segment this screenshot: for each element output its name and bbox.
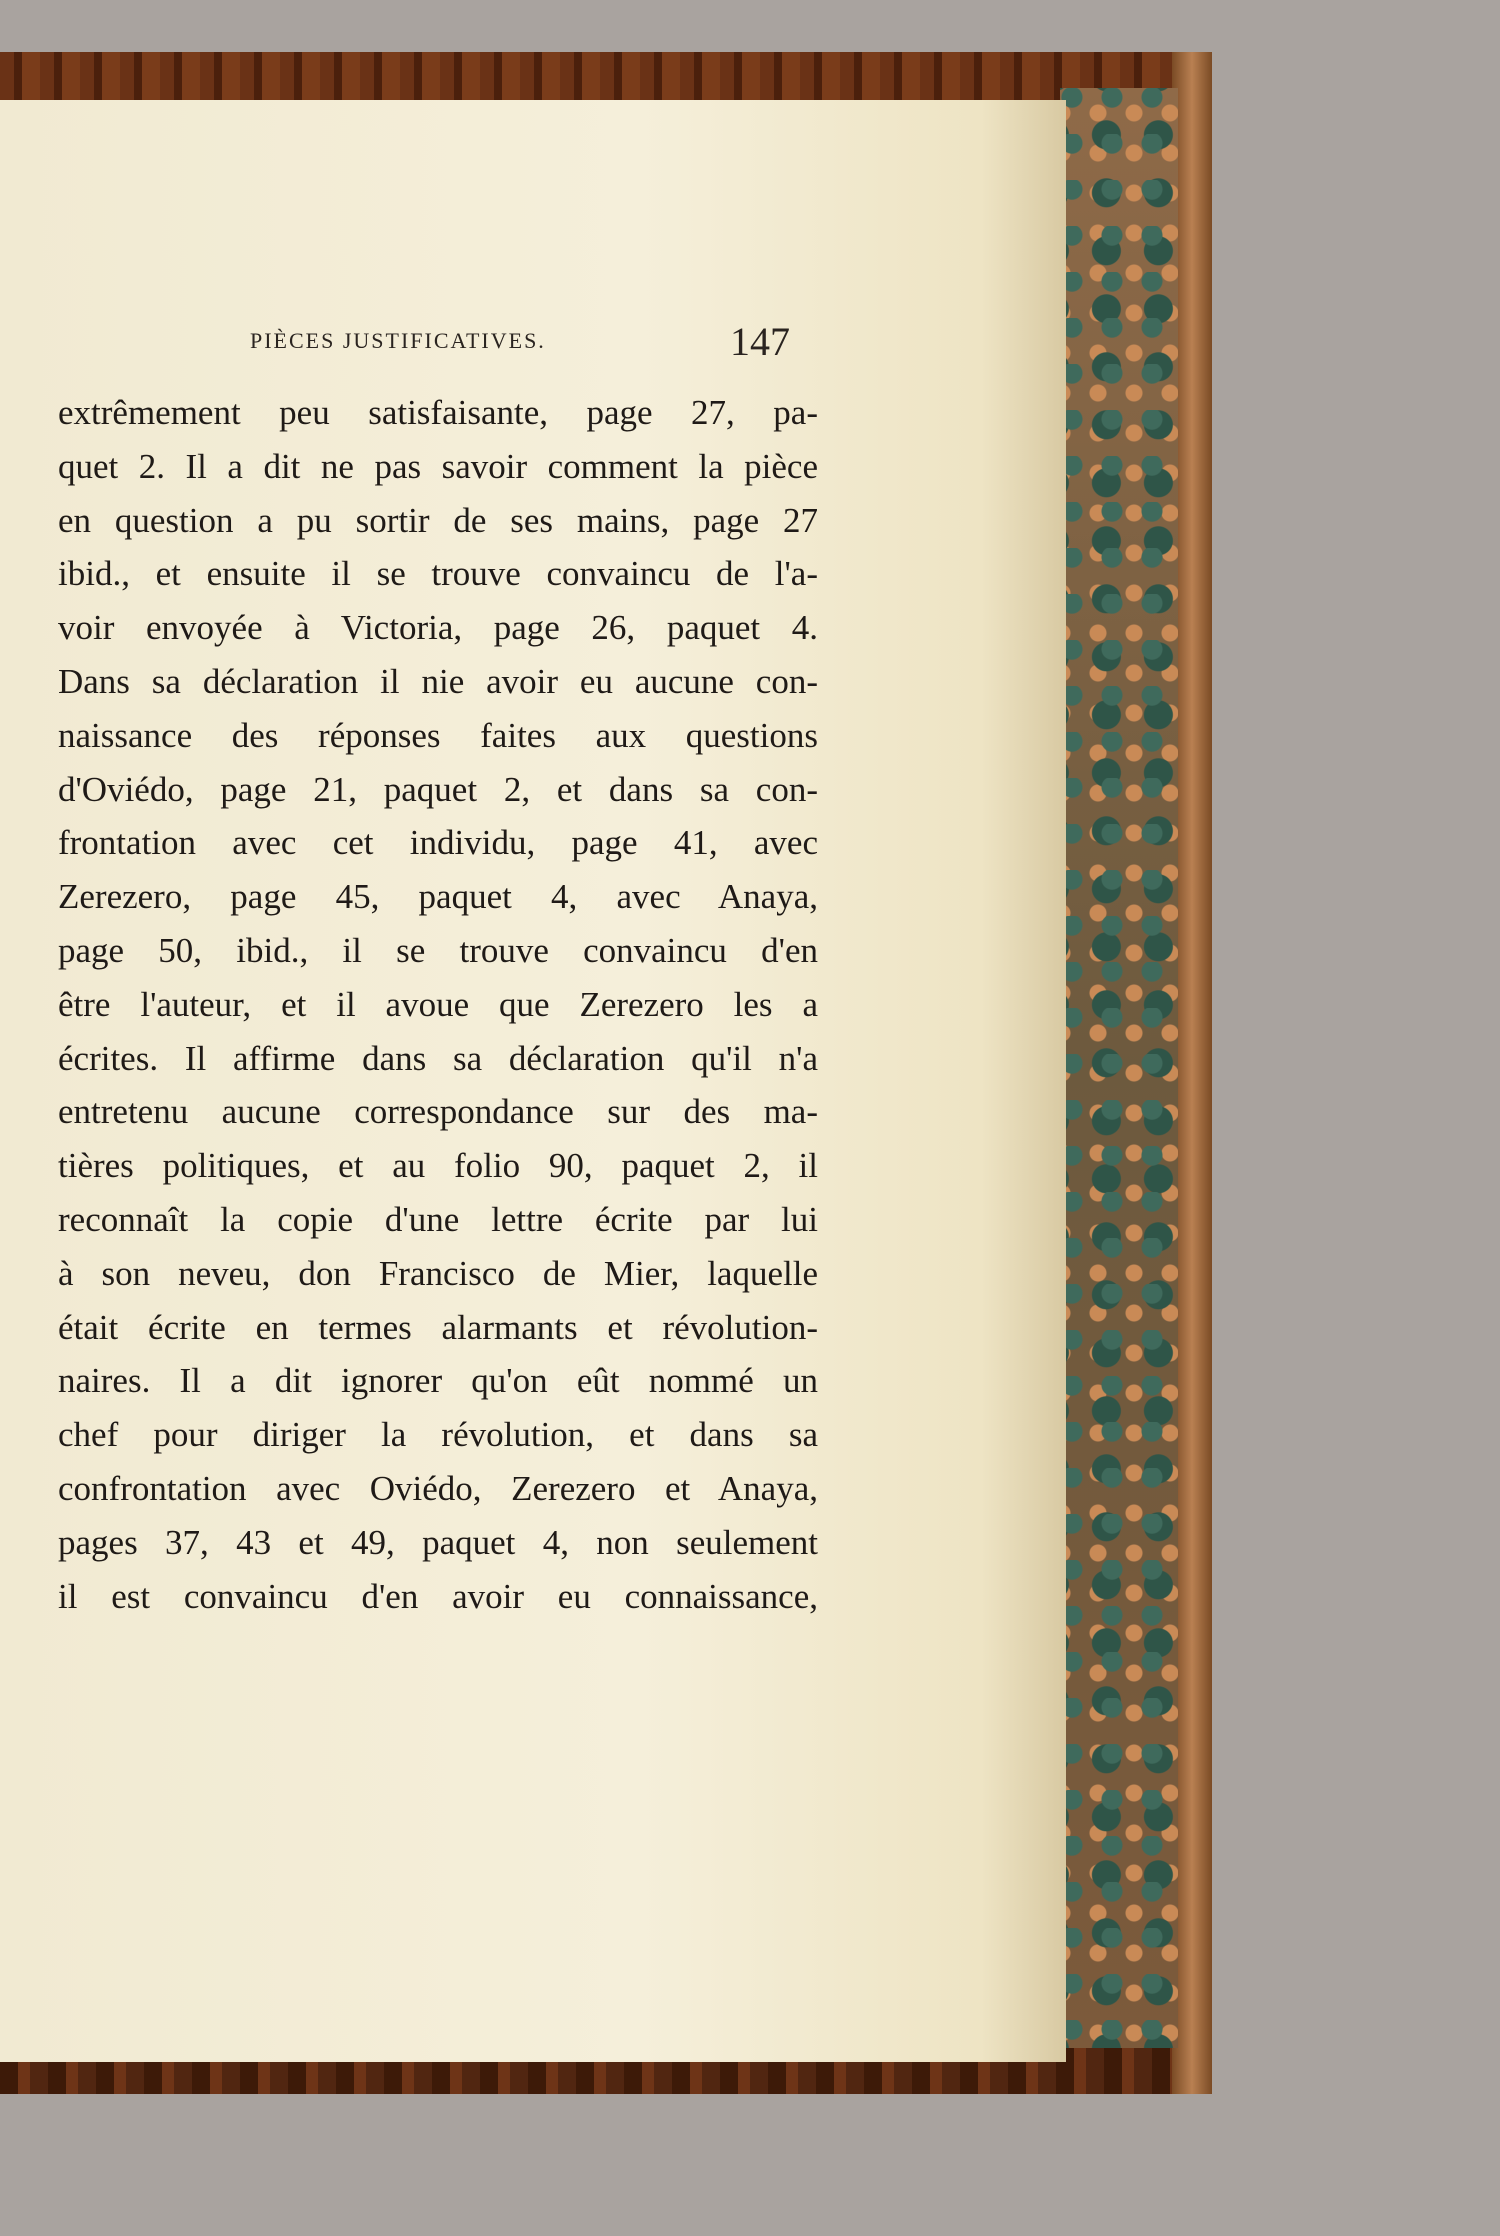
text-line: pages 37, 43 et 49, paquet 4, non seulement <box>58 1522 818 1562</box>
text-line: confrontation avec Oviédo, Zerezero et Anaya, <box>58 1468 818 1508</box>
text-line: être l'auteur, et il avoue que Zerezero les a <box>58 984 818 1024</box>
text-line: tières politiques, et au folio 90, paquet 2, il <box>58 1146 818 1186</box>
text-line: d'Oviédo, page 21, paquet 2, et dans sa con- <box>58 769 818 809</box>
board-edge <box>1172 52 1212 2094</box>
cover-top-edge <box>0 52 1212 104</box>
text-line: extrêmement peu satisfaisante, page 27, pa- <box>58 393 818 432</box>
marbled-endpaper <box>1060 88 1178 2048</box>
text-line: entretenu aucune correspondance sur des ma- <box>58 1092 818 1132</box>
text-line: frontation avec cet individu, page 41, avec <box>58 823 818 863</box>
text-line: quet 2. Il a dit ne pas savoir comment la pièce <box>58 446 818 486</box>
text-line: Zerezero, page 45, paquet 4, avec Anaya, <box>58 877 818 917</box>
text-line: chef pour diriger la révolution, et dans sa <box>58 1415 818 1455</box>
text-line: naissance des réponses faites aux questions <box>58 715 818 755</box>
text-line: écrites. Il affirme dans sa déclaration qu'il n'a <box>58 1038 818 1078</box>
text-line: il est convaincu d'en avoir eu connaissance, <box>58 1576 818 1616</box>
text-line: Dans sa déclaration il nie avoir eu aucune con- <box>58 661 818 701</box>
running-head: PIÈCES JUSTIFICATIVES. <box>250 328 546 353</box>
text-line: ibid., et ensuite il se trouve convaincu de l'a- <box>58 554 818 594</box>
text-line: reconnaît la copie d'une lettre écrite par lui <box>58 1199 818 1239</box>
text-line: en question a pu sortir de ses mains, page 27 <box>58 500 818 540</box>
text-line: page 50, ibid., il se trouve convaincu d'en <box>58 930 818 970</box>
page-number: 147 <box>730 319 790 364</box>
text-line: naires. Il a dit ignorer qu'on eût nommé un <box>58 1361 818 1401</box>
text-line: à son neveu, don Francisco de Mier, laquelle <box>58 1253 818 1293</box>
text-line: voir envoyée à Victoria, page 26, paquet 4. <box>58 608 818 648</box>
text-line: était écrite en termes alarmants et révolution- <box>58 1307 818 1347</box>
body-text <box>58 386 818 1623</box>
